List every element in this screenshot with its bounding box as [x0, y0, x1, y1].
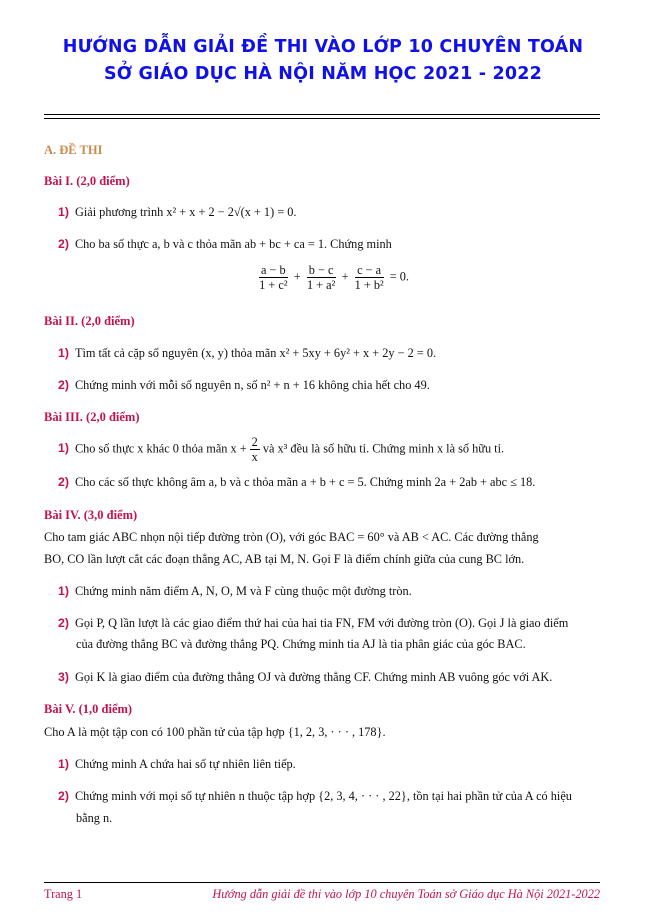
item-number: 2) — [58, 616, 69, 630]
item-text: Giải phương trình x² + x + 2 − 2√(x + 1) = 0. — [74, 205, 297, 219]
item-number: 2) — [58, 237, 69, 251]
problem-2-heading: Bài II. (2,0 điểm) — [44, 314, 135, 328]
item-text: Cho ba số thực a, b và c thỏa mãn ab + bc + ca = 1. Chứng minh — [74, 237, 392, 251]
problem-2-item-2 — [58, 378, 430, 393]
item-number: 2) — [58, 378, 69, 392]
denominator: 1 + a² — [306, 278, 336, 292]
problem-5-intro: Cho A là một tập con có 100 phần tử của tập hợp {1, 2, 3, · · · , 178}. — [44, 725, 386, 739]
fraction-1 — [259, 263, 288, 292]
item-text: và x³ đều là số hữu tỉ. Chứng minh x là số hữu tỉ. — [262, 441, 505, 456]
section-heading: A. ĐỀ THI — [44, 143, 103, 157]
fraction-2 — [307, 263, 336, 292]
footer-page-number: Trang 1 — [44, 887, 83, 901]
denominator: x — [251, 450, 258, 464]
problem-1-heading: Bài I. (2,0 điểm) — [44, 174, 130, 188]
title-line-2: SỞ GIÁO DỤC HÀ NỘI NĂM HỌC 2021 - 2022 — [103, 64, 543, 84]
problem-1-item-2 — [58, 237, 392, 252]
item-number: 1) — [58, 441, 69, 456]
item-text: Gọi P, Q lần lượt là các giao điểm thứ hai của hai tia FN, FM với đường tròn (O). Gọi J là giao điểm — [74, 616, 569, 630]
problem-1-formula — [256, 263, 409, 292]
title-line-1: HƯỚNG DẪN GIẢI ĐỀ THI VÀO LỚP 10 CHUYÊN TOÁN — [62, 37, 584, 57]
problem-3-heading: Bài III. (2,0 điểm) — [44, 410, 140, 424]
problem-4-item-2 — [58, 616, 568, 631]
fraction — [250, 435, 260, 464]
item-number: 2) — [58, 475, 69, 489]
problem-5-heading: Bài V. (1,0 điểm) — [44, 702, 133, 716]
problem-5-item-2-cont: bằng n. — [76, 811, 113, 825]
item-number: 2) — [58, 789, 69, 803]
plus-sign: + — [341, 269, 349, 284]
problem-4-item-1 — [58, 584, 412, 599]
item-text: Gọi K là giao điểm của đường thẳng OJ và đường thẳng CF. Chứng minh AB vuông góc với AK. — [74, 670, 553, 684]
item-text: Chứng minh với mọi số tự nhiên n thuộc tập hợp {2, 3, 4, · · · , 22}, tồn tại hai phần tử của A có hiệu — [74, 789, 572, 803]
numerator: c − a — [355, 263, 384, 278]
problem-5-item-2 — [58, 789, 572, 804]
footer-rule — [44, 882, 600, 883]
item-number: 1) — [58, 346, 69, 360]
item-text: Chứng minh A chứa hai số tự nhiên liên tiếp. — [74, 757, 296, 771]
item-text: Cho số thực x khác 0 thỏa mãn x + — [74, 441, 247, 456]
title-rule-top — [44, 114, 600, 115]
item-number: 1) — [58, 757, 69, 771]
problem-5-item-1 — [58, 757, 296, 772]
problem-1-item-1 — [58, 205, 296, 220]
item-text: Cho các số thực không âm a, b và c thỏa mãn a + b + c = 5. Chứng minh 2a + 2ab + abc ≤ 18. — [74, 475, 536, 489]
numerator: b − c — [308, 263, 334, 277]
denominator: 1 + b² — [354, 278, 384, 292]
problem-4-item-3 — [58, 670, 552, 685]
problem-4-heading: Bài IV. (3,0 điểm) — [44, 508, 138, 522]
item-number: 1) — [58, 205, 69, 219]
item-text: Chứng minh năm điểm A, N, O, M và F cùng thuộc một đường tròn. — [74, 584, 412, 598]
numerator: 2 — [251, 435, 258, 449]
problem-4-item-2-cont: của đường thẳng BC và đường thẳng PQ. Chứng minh tia AJ là tia phân giác của góc BAC. — [76, 637, 526, 651]
problem-2-item-1 — [58, 346, 436, 361]
title-rule-bottom — [44, 118, 600, 119]
fraction-3 — [355, 263, 384, 292]
item-text: Tìm tất cả cặp số nguyên (x, y) thỏa mãn x² + 5xy + 6y² + x + 2y − 2 = 0. — [74, 346, 437, 360]
item-text: Chứng minh với mỗi số nguyên n, số n² + n + 16 không chia hết cho 49. — [74, 378, 430, 392]
equals-zero: = 0. — [389, 269, 409, 284]
problem-4-intro-line-1: Cho tam giác ABC nhọn nội tiếp đường tròn (O), với góc BAC = 60° và AB < AC. Các đường thẳng — [44, 530, 539, 544]
problem-3-item-2 — [58, 475, 535, 490]
plus-sign: + — [293, 269, 301, 284]
item-number: 3) — [58, 670, 69, 684]
item-number: 1) — [58, 584, 69, 598]
problem-3-item-1 — [58, 435, 504, 464]
footer-title: Hướng dẫn giải đề thi vào lớp 10 chuyên Toán sở Giáo dục Hà Nội 2021-2022 — [212, 887, 600, 901]
problem-4-intro-line-2: BO, CO lần lượt cắt các đoạn thẳng AC, AB tại M, N. Gọi F là điểm chính giữa của cung BC lớn. — [44, 552, 525, 566]
denominator: 1 + c² — [259, 278, 288, 292]
numerator: a − b — [261, 263, 286, 277]
